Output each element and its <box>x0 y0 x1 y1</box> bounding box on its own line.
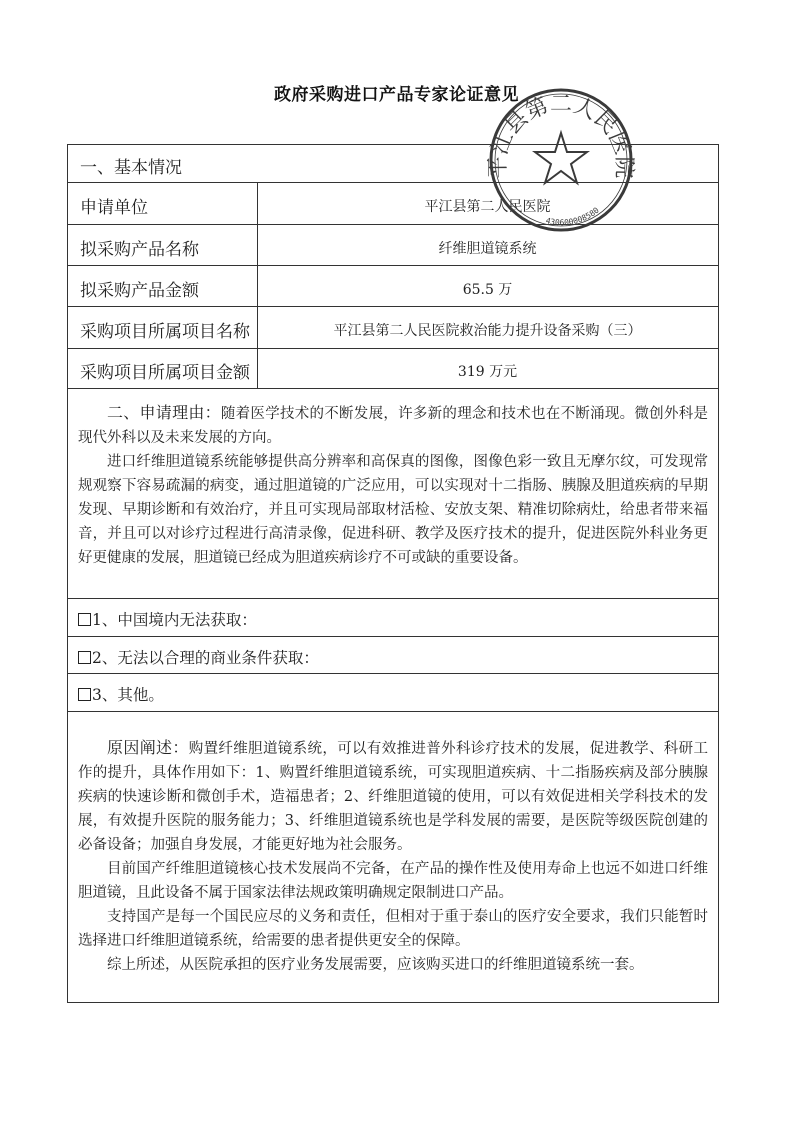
option-label-3: 3、其他。 <box>92 686 164 704</box>
info-row-product-name <box>68 225 718 266</box>
reason-paragraph-4: 综上所述，从医院承担的医疗业务发展需要，应该购买进口的纤维胆道镜系统一套。 <box>107 957 644 973</box>
info-row-project-name <box>68 307 718 349</box>
document-title: 政府采购进口产品专家论证意见 <box>274 85 519 105</box>
info-value: 65.5 万 <box>462 282 513 298</box>
seal-number: 430600008580 <box>544 205 601 228</box>
info-row-applicant <box>68 183 718 225</box>
reason-paragraph-1: 购置纤维胆道镜系统，可以有效推进普外科诊疗技术的发展，促进教学、科研工作的提升，具体作用如下：1、购置纤维胆道镜系统，可实现胆道疾病、十二指肠疾病及部分胰腺疾病的快速诊断和微创手术，造福患者；2、纤维胆道镜的使用，可以有效促进相关学科技术的发展，有效提升医院的服务能力；3、纤维胆道镜系统也是学科发展的需要，是医院等级医院创建的必备设备；加强自身发展，才能更好地为社会服务。 <box>78 741 708 853</box>
option-label-2: 2、无法以合理的商业条件获取： <box>92 649 319 667</box>
info-value: 平江县第二人民医院救治能力提升设备采购（三） <box>333 323 642 339</box>
info-label: 申请单位 <box>80 198 148 218</box>
info-row-project-amount <box>68 349 718 389</box>
info-row-product-amount <box>68 266 718 307</box>
checkbox-option-3[interactable] <box>78 688 91 701</box>
option-label-1: 1、中国境内无法获取： <box>92 611 257 629</box>
reason-section <box>68 712 718 1002</box>
section2-paragraph-1: 随着医学技术的不断发展，许多新的理念和技术也在不断涌现。微创外科是现代外科以及未来发展的方向。 <box>78 406 708 446</box>
checkbox-option-1[interactable] <box>78 613 91 626</box>
form-table <box>67 144 719 1003</box>
reason-paragraph-3: 支持国产是每一个国民应尽的义务和责任，但相对于重于泰山的医疗安全要求，我们只能暂时选择进口纤维胆道镜系统，给需要的患者提供更安全的保障。 <box>78 909 708 949</box>
reason-text <box>78 736 708 977</box>
info-label: 采购项目所属项目金额 <box>80 363 250 383</box>
section2-heading: 二、申请理由： <box>107 403 221 422</box>
section2-text <box>78 401 708 570</box>
section2-paragraph-2: 进口纤维胆道镜系统能够提供高分辨率和高保真的图像，图像色彩一致且无摩尔纹，可发现常规观察下容易疏漏的病变，通过胆道镜的广泛应用，可以实现对十二指肠、胰腺及胆道疾病的早期发现、早期诊断和有效治疗，并且可实现局部取材活检、安放支架、精准切除病灶，给患者带来福音，并且可以对诊疗过程进行高清录像，促进科研、教学及医疗技术的提升，促进医院外科业务更好更健康的发展，胆道镜已经成为胆道疾病诊疗不可或缺的重要设备。 <box>78 454 708 566</box>
info-label: 拟采购产品名称 <box>80 240 199 260</box>
option-row-3 <box>68 674 718 712</box>
reason-heading: 原因阐述： <box>107 738 189 757</box>
info-value: 平江县第二人民医院 <box>424 199 551 215</box>
info-label: 拟采购产品金额 <box>80 281 199 301</box>
info-label: 采购项目所属项目名称 <box>80 322 250 342</box>
reason-paragraph-2: 目前国产纤维胆道镜核心技术发展尚不完备，在产品的操作性及使用寿命上也远不如进口纤维胆道镜，且此设备不属于国家法律法规政策明确规定限制进口产品。 <box>78 861 708 901</box>
option-row-1 <box>68 599 718 637</box>
checkbox-option-2[interactable] <box>78 651 91 664</box>
seal-text: 平江县第二人民医院 <box>486 91 636 179</box>
option-row-2 <box>68 637 718 674</box>
info-value: 319 万元 <box>457 364 518 380</box>
section1-heading-row <box>68 145 718 183</box>
section1-heading: 一、基本情况 <box>80 158 182 178</box>
info-value: 纤维胆道镜系统 <box>438 241 537 257</box>
section2-row <box>68 389 718 599</box>
